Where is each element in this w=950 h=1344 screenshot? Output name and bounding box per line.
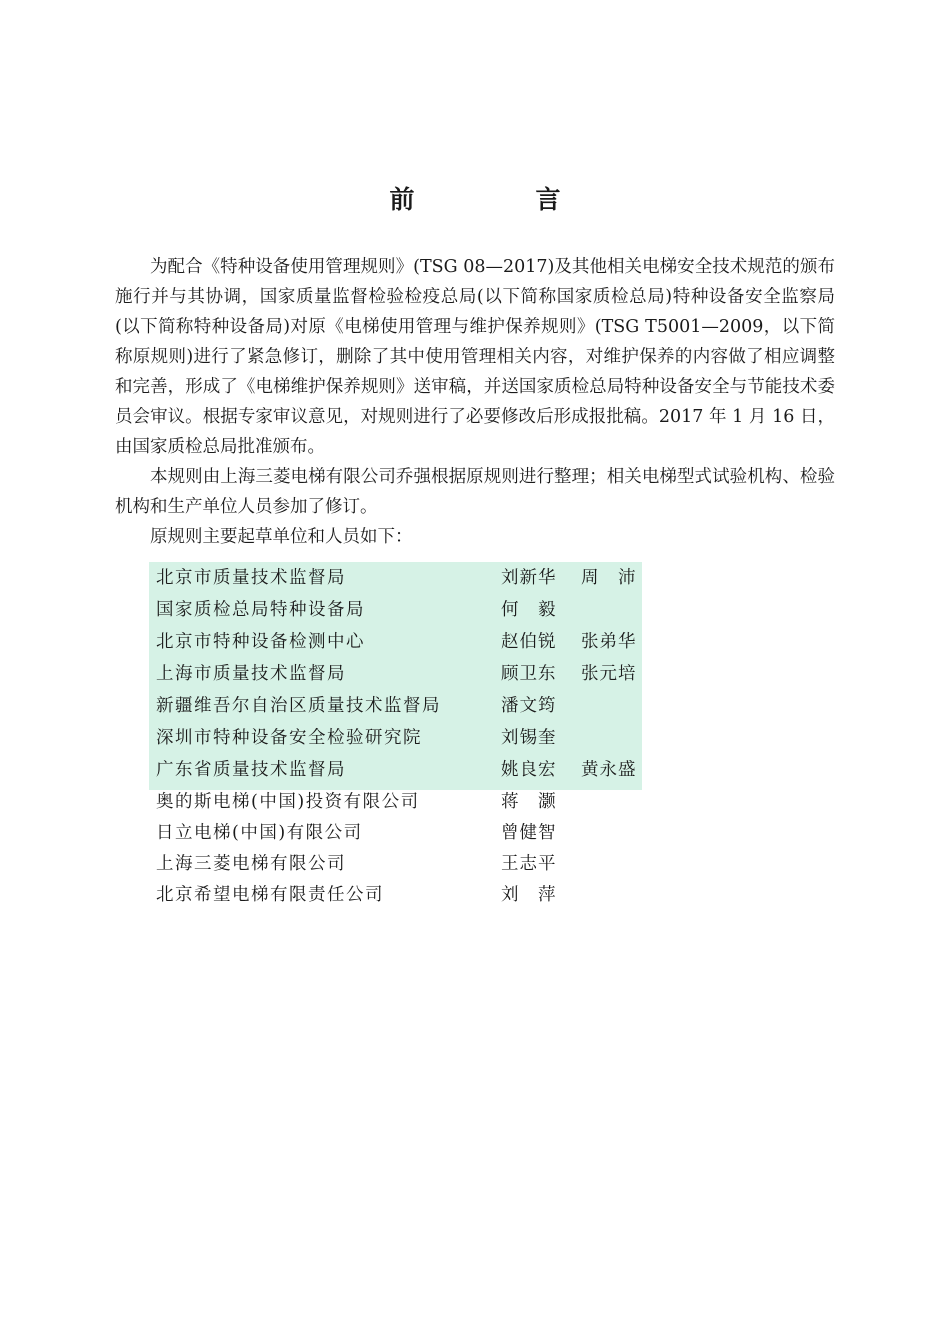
drafter-person: 王志平 xyxy=(501,854,557,874)
drafter-person: 何 毅 xyxy=(501,600,557,620)
drafter-org: 上海三菱电梯有限公司 xyxy=(156,854,346,874)
drafter-person: 赵伯锐 xyxy=(501,632,557,652)
drafter-org: 北京市质量技术监督局 xyxy=(156,568,346,588)
drafter-person: 顾卫东 xyxy=(501,664,557,684)
drafter-org: 广东省质量技术监督局 xyxy=(156,760,346,780)
drafter-person: 潘文筠 xyxy=(501,696,557,716)
drafter-org: 深圳市特种设备安全检验研究院 xyxy=(156,728,422,748)
drafter-org: 国家质检总局特种设备局 xyxy=(156,600,365,620)
drafter-person: 蒋 灏 xyxy=(501,792,557,812)
drafter-person: 刘锡奎 xyxy=(501,728,557,748)
drafter-person: 刘新华 xyxy=(501,568,557,588)
drafter-org: 日立电梯(中国)有限公司 xyxy=(156,823,363,843)
preface-paragraph-2: 本规则由上海三菱电梯有限公司乔强根据原规则进行整理；相关电梯型式试验机构、检验机构和生产单位人员参加了修订。 xyxy=(115,467,835,517)
drafter-org: 北京希望电梯有限责任公司 xyxy=(156,885,384,905)
page-title: 前 言 xyxy=(389,185,609,214)
drafters-intro: 原规则主要起草单位和人员如下： xyxy=(150,527,413,547)
drafter-org: 上海市质量技术监督局 xyxy=(156,664,346,684)
drafter-person: 曾健智 xyxy=(501,823,557,843)
drafter-person: 张元培 xyxy=(581,664,637,684)
drafter-person: 姚良宏 xyxy=(501,760,557,780)
drafter-org: 北京市特种设备检测中心 xyxy=(156,632,365,652)
preface-paragraph-1: 为配合《特种设备使用管理规则》(TSG 08—2017)及其他相关电梯安全技术规范的颁布施行并与其协调，国家质量监督检验检疫总局(以下简称国家质检总局)特种设备安全监察局(以下简称特种设备局)对原《电梯使用管理与维护保养规则》(TSG T5001—2009，以下简称原规则)进行了紧急修订，删除了其中使用管理相关内容，对维护保养的内容做了相应调整和完善，形成了《电梯维护保养规则》送审稿，并送国家质检总局特种设备安全与节能技术委员会审议。根据专家审议意见，对规则进行了必要修改后形成报批稿。2017 年 1 月 16 日，由国家质检总局批准颁布。 xyxy=(115,257,835,457)
drafter-person: 刘 萍 xyxy=(501,885,557,905)
preface-body xyxy=(115,252,835,552)
drafter-person: 黄永盛 xyxy=(581,760,637,780)
drafter-org: 奥的斯电梯(中国)投资有限公司 xyxy=(156,792,420,812)
drafter-person: 张弟华 xyxy=(581,632,637,652)
drafter-person: 周 沛 xyxy=(581,568,637,588)
drafter-org: 新疆维吾尔自治区质量技术监督局 xyxy=(156,696,441,716)
